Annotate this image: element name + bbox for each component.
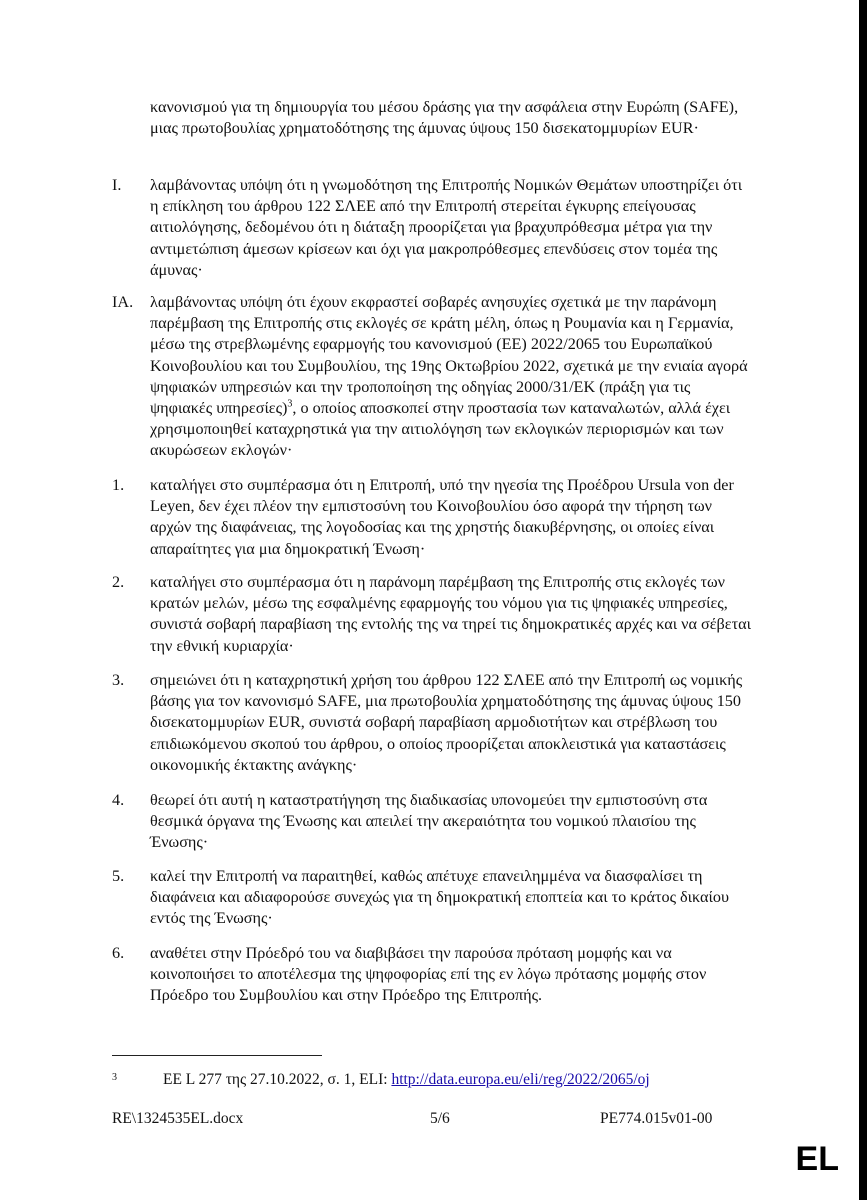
footnote-link[interactable]: http://data.europa.eu/eli/reg/2022/2065/oj xyxy=(391,1071,650,1088)
footnote-text: ΕΕ L 277 της 27.10.2022, σ. 1, ELI: http://data.europa.eu/eli/reg/2022/2065/oj xyxy=(163,1071,650,1088)
point-4 xyxy=(112,790,752,854)
recital-number: I. xyxy=(112,176,122,194)
point-number: 2. xyxy=(112,573,125,591)
footnote-ref[interactable]: 3 xyxy=(287,398,293,410)
recital-ia xyxy=(112,292,752,462)
point-text: αναθέτει στην Πρόεδρό του να διαβιβάσει την παρούσα πρόταση μομφής και να κοινοποιήσει το αποτέλεσμα της ψηφοφορίας επί της εν λόγω πρότασης μομφής στον Πρόεδρο του Συμβουλίου και στην Πρόεδρο της Επιτροπής. xyxy=(150,944,707,1005)
point-number: 1. xyxy=(112,476,125,494)
point-text: καταλήγει στο συμπέρασμα ότι η Επιτροπή, υπό την ηγεσία της Προέδρου Ursula von der Leyen, δεν έχει πλέον την εμπιστοσύνη του Κοινοβουλίου όσο αφορά την τήρηση των αρχών της διαφάνειας, της λογοδοσίας και της χρηστής διακυβέρνησης, οι οποίες είναι απαραίτητες για μια δημοκρατική Ένωση· xyxy=(150,476,734,558)
point-number: 3. xyxy=(112,671,125,689)
footer-doc-name: RE\1324535EL.docx xyxy=(112,1110,244,1127)
point-text: σημειώνει ότι η καταχρηστική χρήση του άρθρου 122 ΣΛΕΕ από την Επιτροπή ως νομικής βάσης για τον κανονισμό SAFE, μια πρωτοβουλία χρηματοδότησης της άμυνας ύψους 150 δισεκατομμυρίων EUR, συνιστά σοβαρή παραβίαση αρμοδιοτήτων και στρέβλωση του επιδιωκόμενου σκοπού του άρθρου, ο οποίος προορίζεται αποκλειστικά για καταστάσεις οικονομικής έκτακτης ανάγκης· xyxy=(150,671,743,774)
footer-reference: PE774.015v01-00 xyxy=(600,1110,713,1127)
point-1 xyxy=(112,475,752,560)
point-text: καταλήγει στο συμπέρασμα ότι η παράνομη παρέμβαση της Επιτροπής στις εκλογές των κρατών μελών, μέσω της εσφαλμένης εφαρμογής του νόμου για τις ψηφιακές υπηρεσίες, συνιστά σοβαρή παραβίαση της εντολής της να τηρεί τις δημοκρατικές αρχές και να σέβεται την εθνική κυριαρχία· xyxy=(150,573,751,655)
footnote-number: 3 xyxy=(112,1072,117,1083)
recital-text: λαμβάνοντας υπόψη ότι η γνωμοδότηση της Επιτροπής Νομικών Θεμάτων υποστηρίζει ότι η επίκληση του άρθρου 122 ΣΛΕΕ από την Επιτροπή στερείται έγκυρης επείγουσας αιτιολόγησης, δεδομένου ότι η διάταξη προορίζεται για βραχυπρόθεσμα μέτρα για την αντιμετώπιση άμεσων κρίσεων και όχι για μακροπρόθεσμες επενδύσεις στον τομέα της άμυνας· xyxy=(150,176,743,279)
point-number: 6. xyxy=(112,944,125,962)
point-number: 4. xyxy=(112,791,125,809)
point-number: 5. xyxy=(112,867,125,885)
right-edge-bar xyxy=(859,0,867,1200)
point-3 xyxy=(112,670,752,776)
recital-text: λαμβάνοντας υπόψη ότι έχουν εκφραστεί σοβαρές ανησυχίες σχετικά με την παράνομη παρέμβαση της Επιτροπής στις εκλογές σε κράτη μέλη, όπως η Ρουμανία και η Γερμανία, μέσω της στρεβλωμένης εφαρμογής του κανονισμού (ΕΕ) 2022/2065 του Ευρωπαϊκού Κοινοβουλίου και του Συμβουλίου, της 19ης Οκτωβρίου 2022, σχετικά με την ενιαία αγορά ψηφιακών υπηρεσιών και την τροποποίηση της οδηγίας 2000/31/ΕΚ (πράξη για τις ψηφιακές υπηρεσίες)$^3$, ο οποίος αποσκοπεί στην προστασία των καταναλωτών, αλλά έχει χρησιμοποιηθεί καταχρηστικά για την αιτιολόγηση των εκλογικών περιορισμών και των ακυρώσεων εκλογών· xyxy=(150,293,748,460)
footer-page-number: 5/6 xyxy=(430,1110,450,1127)
point-2 xyxy=(112,572,752,657)
point-text: θεωρεί ότι αυτή η καταστρατήγηση της διαδικασίας υπονομεύει την εμπιστοσύνη στα θεσμικά όργανα της Ένωσης και απειλεί την ακεραιότητα του νομικού πλαισίου της Ένωσης· xyxy=(150,791,708,852)
language-badge: EL xyxy=(795,1140,839,1178)
recital-i xyxy=(112,175,752,281)
intro-continuation: κανονισμού για τη δημιουργία του μέσου δράσης για την ασφάλεια στην Ευρώπη (SAFE), μιας πρωτοβουλίας χρηματοδότησης της άμυνας ύψους 150 δισεκατομμυρίων EUR· xyxy=(150,98,739,138)
point-6 xyxy=(112,943,752,1007)
recital-number: IA. xyxy=(112,293,134,311)
point-5 xyxy=(112,866,752,930)
point-text: καλεί την Επιτροπή να παραιτηθεί, καθώς απέτυχε επανειλημμένα να διασφαλίσει τη διαφάνεια και αδιαφορούσε συνεχώς για τη δημοκρατική εποπτεία και το κράτος δικαίου εντός της Ένωσης· xyxy=(150,867,729,928)
footnote-separator xyxy=(112,1055,322,1056)
